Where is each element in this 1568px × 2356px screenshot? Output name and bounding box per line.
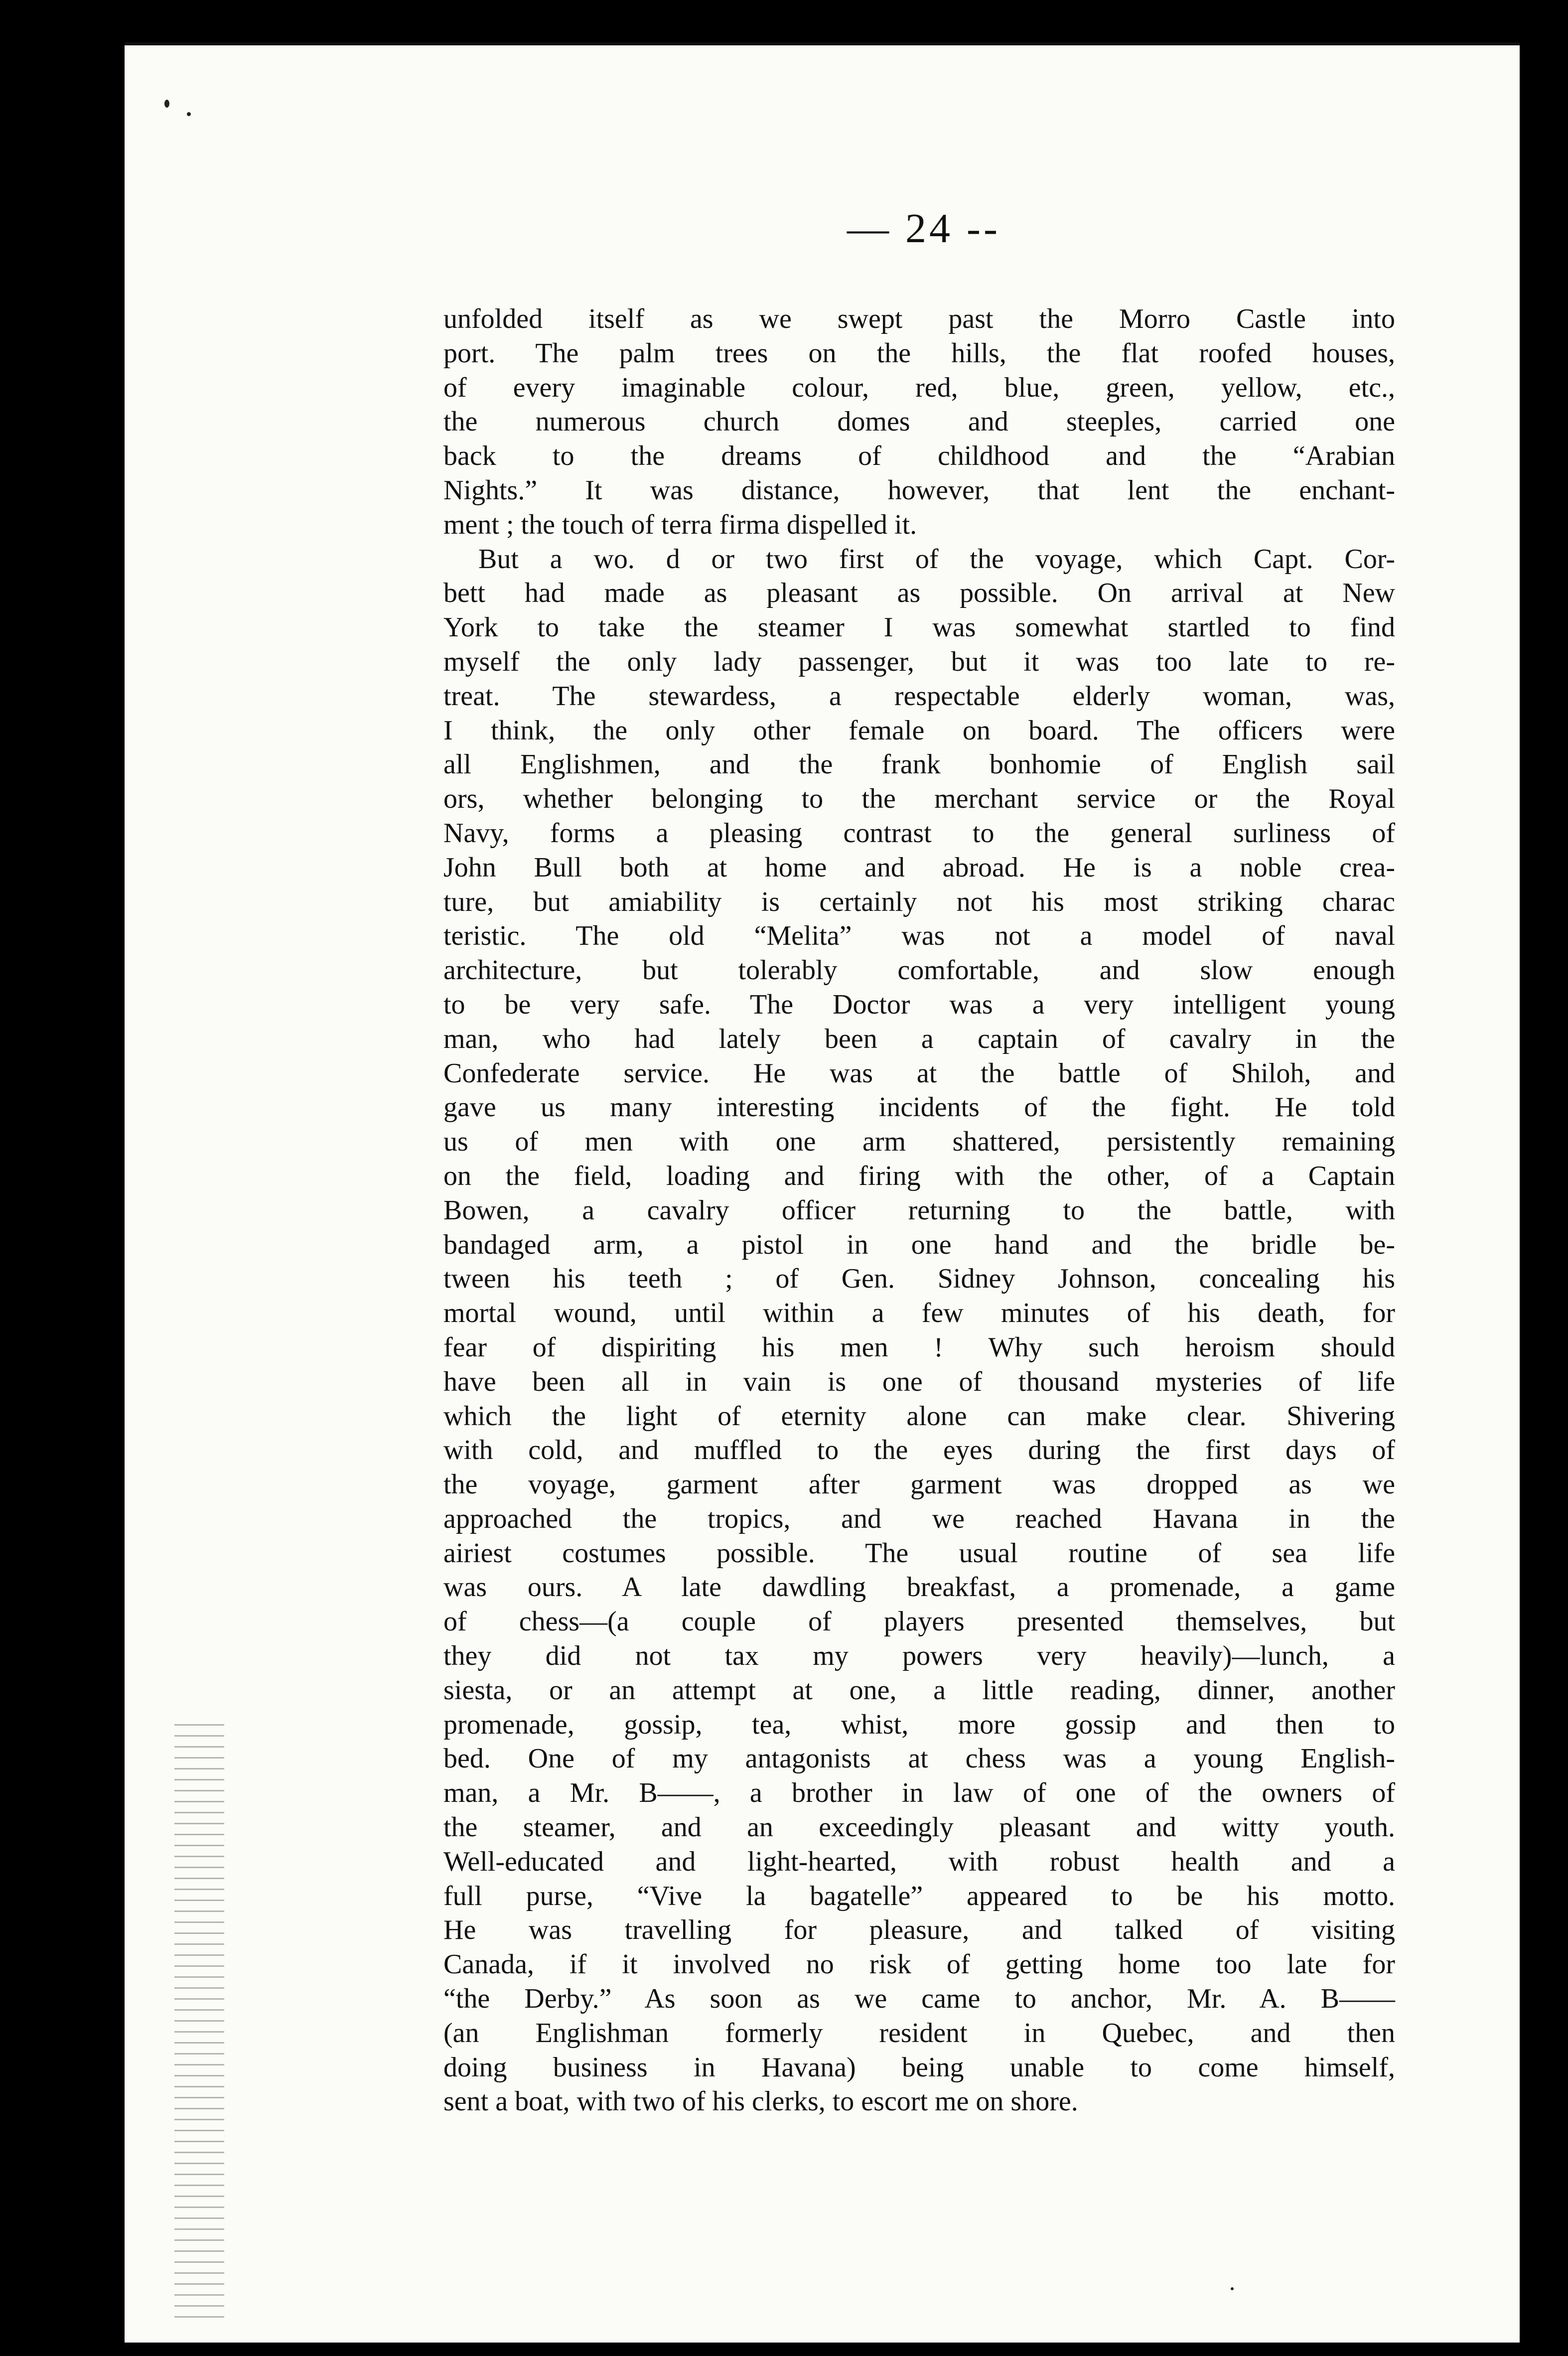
text-line: mortal wound, until within a few minutes of his death, for — [443, 1298, 1395, 1329]
text-line: bandaged arm, a pistol in one hand and the bridle be- — [443, 1229, 1395, 1260]
text-line: Canada, if it involved no risk of getting home too late for — [443, 1949, 1395, 1980]
text-line: Well-educated and light-hearted, with robust health and a — [443, 1846, 1395, 1877]
text-line: man, a Mr. B——, a brother in law of one of the owners of — [443, 1777, 1395, 1809]
text-line: Bowen, a cavalry officer returning to the battle, with — [443, 1194, 1395, 1226]
text-line: port. The palm trees on the hills, the flat roofed houses, — [443, 337, 1395, 369]
text-line: full purse, “Vive la bagatelle” appeared to be his motto. — [443, 1880, 1395, 1912]
text-line: Confederate service. He was at the battle of Shiloh, and — [443, 1057, 1395, 1089]
text-line: the steamer, and an exceedingly pleasant and witty youth. — [443, 1812, 1395, 1843]
text-line: bett had made as pleasant as possible. On arrival at New — [443, 578, 1395, 609]
text-line: us of men with one arm shattered, persistently remaining — [443, 1126, 1395, 1158]
body-text — [443, 302, 1395, 2119]
text-line: bed. One of my antagonists at chess was a young English- — [443, 1743, 1395, 1774]
text-line: siesta, or an attempt at one, a little reading, dinner, another — [443, 1674, 1395, 1706]
text-line: Navy, forms a pleasing contrast to the general surliness of — [443, 817, 1395, 849]
text-line: But a wo. d or two first of the voyage, which Capt. Cor- — [478, 543, 1395, 575]
text-line: “the Derby.” As soon as we came to anchor, Mr. A. B—— — [443, 1983, 1395, 2015]
text-line: unfolded itself as we swept past the Morro Castle into — [443, 303, 1395, 334]
text-line: sent a boat, with two of his clerks, to escort me on shore. — [443, 2086, 1078, 2117]
text-line: I think, the only other female on board. The officers were — [443, 715, 1395, 746]
text-line: teristic. The old “Melita” was not a model of naval — [443, 920, 1395, 952]
text-line: the numerous church domes and steeples, carried one — [443, 406, 1395, 438]
page-number: — 24 -- — [847, 205, 1000, 252]
ink-speck — [164, 100, 169, 108]
text-line: Nights.” It was distance, however, that lent the enchant- — [443, 474, 1395, 506]
text-line: (an Englishman formerly resident in Quebec, and then — [443, 2017, 1395, 2049]
text-line: John Bull both at home and abroad. He is a noble crea- — [443, 852, 1395, 883]
text-line: the voyage, garment after garment was dropped as we — [443, 1469, 1395, 1500]
text-line: airiest costumes possible. The usual routine of sea life — [443, 1537, 1395, 1569]
text-line: all Englishmen, and the frank bonhomie of English sail — [443, 749, 1395, 780]
text-line: of chess—(a couple of players presented themselves, but — [443, 1606, 1395, 1637]
text-line: which the light of eternity alone can make clear. Shivering — [443, 1400, 1395, 1432]
margin-bleed-marks — [174, 1724, 224, 2322]
text-line: York to take the steamer I was somewhat startled to find — [443, 612, 1395, 643]
text-line: they did not tax my powers very heavily)—lunch, a — [443, 1640, 1395, 1672]
scan-border-right — [1539, 42, 1568, 2340]
text-line: gave us many interesting incidents of the fight. He told — [443, 1092, 1395, 1123]
text-line: of every imaginable colour, red, blue, green, yellow, etc., — [443, 372, 1395, 403]
text-line: ment ; the touch of terra firma dispelled it. — [443, 509, 917, 540]
text-line: He was travelling for pleasure, and talked of visiting — [443, 1914, 1395, 1946]
text-line: treat. The stewardess, a respectable elderly woman, was, — [443, 680, 1395, 712]
text-line: to be very safe. The Doctor was a very intelligent young — [443, 989, 1395, 1020]
text-line: was ours. A late dawdling breakfast, a promenade, a game — [443, 1572, 1395, 1603]
text-line: ors, whether belonging to the merchant service or the Royal — [443, 783, 1395, 815]
text-line: approached the tropics, and we reached Havana in the — [443, 1503, 1395, 1534]
text-line: fear of dispiriting his men ! Why such heroism should — [443, 1331, 1395, 1363]
text-line: tween his teeth ; of Gen. Sidney Johnson, concealing his — [443, 1263, 1395, 1295]
text-line: myself the only lady passenger, but it was too late to re- — [443, 646, 1395, 677]
text-line: ture, but amiability is certainly not his most striking charac — [443, 886, 1395, 917]
text-line: have been all in vain is one of thousand mysteries of life — [443, 1366, 1395, 1397]
ink-speck — [1231, 2287, 1234, 2290]
text-line: on the field, loading and firing with the other, of a Captain — [443, 1160, 1395, 1191]
text-line: with cold, and muffled to the eyes during the first days of — [443, 1435, 1395, 1466]
ink-speck — [187, 112, 191, 116]
text-line: doing business in Havana) being unable to come himself, — [443, 2052, 1395, 2083]
text-line: man, who had lately been a captain of cavalry in the — [443, 1023, 1395, 1054]
text-line: architecture, but tolerably comfortable, and slow enough — [443, 955, 1395, 986]
text-line: promenade, gossip, tea, whist, more gossip and then to — [443, 1709, 1395, 1740]
text-line: back to the dreams of childhood and the “Arabian — [443, 441, 1395, 472]
